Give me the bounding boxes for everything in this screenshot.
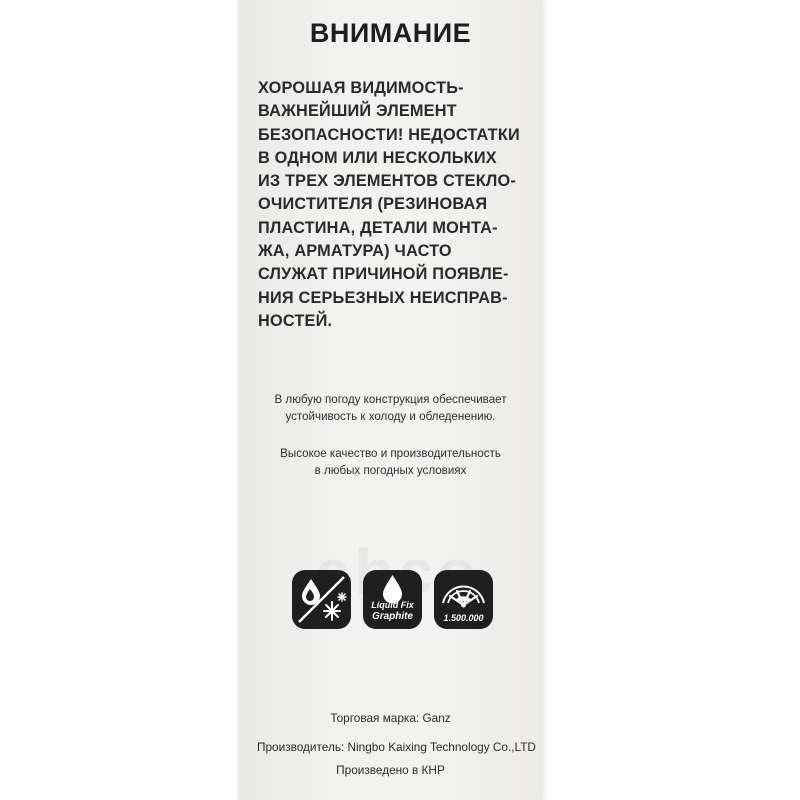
feature-icons — [291, 569, 496, 631]
graphite-line1: Liquid Fix — [371, 600, 414, 610]
graphite-icon — [362, 569, 423, 630]
warning-line: В ОДНОМ ИЛИ НЕСКОЛЬКИХ — [258, 148, 497, 167]
warning-line: БЕЗОПАСНОСТИ! НЕДОСТАТКИ — [258, 125, 520, 144]
origin-text: Произведено в КНР — [336, 763, 445, 777]
trademark-text: Торговая марка: Ganz — [330, 711, 451, 725]
warning-line: ПЛАСТИНА, ДЕТАЛИ МОНТА- — [258, 218, 498, 237]
warning-line: ХОРОШАЯ ВИДИМОСТЬ- — [258, 79, 464, 97]
warning-line: ЖА, АРМАТУРА) ЧАСТО — [258, 242, 452, 261]
weather-icon — [291, 569, 352, 630]
graphite-line2: Graphite — [371, 611, 414, 622]
manufacturer-text: Производитель: Ningbo Kaixing Technology Co.,LTD — [257, 740, 536, 754]
warning-line: НОСТЕЙ. — [258, 311, 333, 330]
cycles-label: 1.500.000 — [443, 613, 484, 623]
quality-text — [238, 445, 543, 479]
info-line: устойчивость к холоду и обледенению. — [285, 410, 496, 423]
info-line: в любых погодных условиях — [314, 464, 467, 477]
warning-line: НИЯ СЕРЬЕЗНЫХ НЕИСПРАВ- — [258, 288, 508, 307]
warning-line: ВАЖНЕЙШИЙ ЭЛЕМЕНТ — [258, 102, 457, 121]
weather-resistance-text — [238, 391, 543, 425]
info-line: В любую погоду конструкция обеспечивает — [274, 393, 507, 406]
page-title: ВНИМАНИЕ — [309, 18, 472, 48]
warning-line: ОЧИСТИТЕЛЯ (РЕЗИНОВАЯ — [258, 195, 488, 214]
warning-line: ИЗ ТРЕХ ЭЛЕМЕНТОВ СТЕКЛО- — [258, 172, 516, 191]
warning-text — [258, 77, 543, 333]
info-line: Высокое качество и производительность — [280, 447, 501, 460]
warning-line: СЛУЖАТ ПРИЧИНОЙ ПОЯВЛЕ- — [258, 265, 509, 284]
wipe-cycles-icon — [433, 569, 494, 630]
